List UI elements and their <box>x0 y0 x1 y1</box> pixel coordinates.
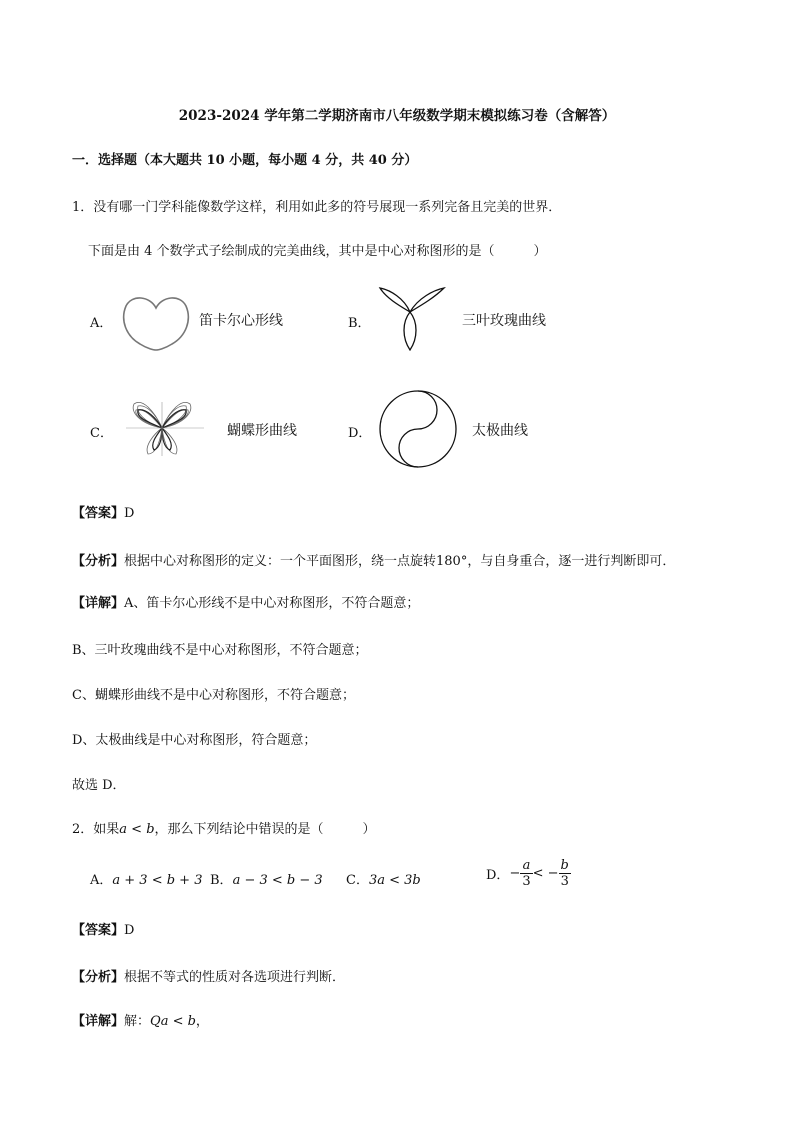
q2-stem-prefix: 2．如果 <box>72 822 120 837</box>
q1-option-c-letter: C． <box>90 426 113 441</box>
q1-detail-a <box>72 592 419 611</box>
q2-option-c <box>346 869 421 888</box>
q2-detail-suffix: ， <box>195 1014 209 1029</box>
q1-stem-line1: 1．没有哪一门学科能像数学这样，利用如此多的符号展现一系列完备且完美的世界． <box>72 200 562 215</box>
q2-detail <box>72 1010 209 1029</box>
q2-option-d-frac1 <box>520 858 532 889</box>
q2-option-d-letter: D． <box>486 868 510 883</box>
q2-analysis-text: 根据不等式的性质对各选项进行判断． <box>124 970 346 985</box>
cardioid-curve-icon <box>120 292 192 352</box>
q1-analysis <box>72 550 675 569</box>
analysis-label: 【分析】 <box>72 554 125 569</box>
q2-option-d-sign: − <box>509 866 521 881</box>
q2-option-d-relation: < − <box>532 866 559 881</box>
frac2-denominator: 3 <box>560 874 569 889</box>
q1-option-c-caption: 蝴蝶形曲线 <box>227 423 297 439</box>
q2-answer <box>72 919 134 938</box>
frac1-numerator: a <box>520 858 532 874</box>
q2-stem-math: a < b <box>119 822 155 837</box>
frac2-numerator: b <box>560 858 569 873</box>
butterfly-curve-icon <box>126 396 206 460</box>
q1-option-b-letter: B． <box>348 316 371 331</box>
q2-option-d <box>486 858 571 889</box>
q2-analysis-label: 【分析】 <box>72 970 125 985</box>
three-leaf-rose-curve-icon <box>376 286 448 352</box>
q2-answer-value: D <box>124 923 135 938</box>
q2-detail-label: 【详解】 <box>72 1014 125 1029</box>
q1-option-a-caption: 笛卡尔心形线 <box>199 313 283 329</box>
analysis-text: 根据中心对称图形的定义：一个平面图形，绕一点旋转180°，与自身重合，逐一进行判断即可． <box>124 554 676 569</box>
q1-detail-b: B、三叶玫瑰曲线不是中心对称图形，不符合题意； <box>72 643 368 658</box>
q1-answer <box>72 502 134 521</box>
detail-label: 【详解】 <box>72 596 125 611</box>
q2-answer-label: 【答案】 <box>72 923 125 938</box>
q1-detail-d: D、太极曲线是中心对称图形，符合题意； <box>72 733 317 748</box>
q2-option-b <box>210 869 323 888</box>
q2-option-b-letter: B． <box>210 873 233 888</box>
answer-value: D <box>124 506 135 521</box>
q2-option-a-text: a + 3 < b + 3 <box>112 873 203 888</box>
detail-text-a: A、笛卡尔心形线不是中心对称图形，不符合题意； <box>124 596 420 611</box>
q1-option-a-letter: A． <box>90 316 113 331</box>
q2-option-a-letter: A． <box>90 873 113 888</box>
q2-analysis <box>72 966 345 985</box>
q2-detail-prefix: 解： <box>124 1014 151 1029</box>
q1-option-d-caption: 太极曲线 <box>472 423 528 439</box>
frac1-denominator: 3 <box>522 874 531 889</box>
q2-option-a <box>90 869 202 888</box>
q1-option-d-letter: D． <box>348 426 372 441</box>
q2-option-d-frac2 <box>559 858 571 889</box>
q2-option-c-letter: C． <box>346 873 369 888</box>
q1-conclusion: 故选 D． <box>72 778 126 793</box>
q2-stem <box>72 818 376 837</box>
page-title: 2023-2024 学年第二学期济南市八年级数学期末模拟练习卷（含解答） <box>178 108 616 124</box>
q1-detail-c: C、蝴蝶形曲线不是中心对称图形，不符合题意； <box>72 688 355 703</box>
q2-option-b-text: a − 3 < b − 3 <box>232 873 323 888</box>
q2-detail-math: Qa < b <box>150 1014 196 1029</box>
answer-label: 【答案】 <box>72 506 125 521</box>
q1-option-b-caption: 三叶玫瑰曲线 <box>462 313 546 329</box>
q2-stem-suffix: ，那么下列结论中错误的是（ ） <box>154 822 376 837</box>
section-heading: 一．选择题（本大题共 10 小题，每小题 4 分，共 40 分） <box>72 153 418 168</box>
taiji-curve-icon <box>378 389 458 469</box>
q1-stem-line2: 下面是由 4 个数学式子绘制成的完美曲线，其中是中心对称图形的是（ ） <box>88 244 547 259</box>
q2-option-c-text: 3a < 3b <box>368 873 421 888</box>
